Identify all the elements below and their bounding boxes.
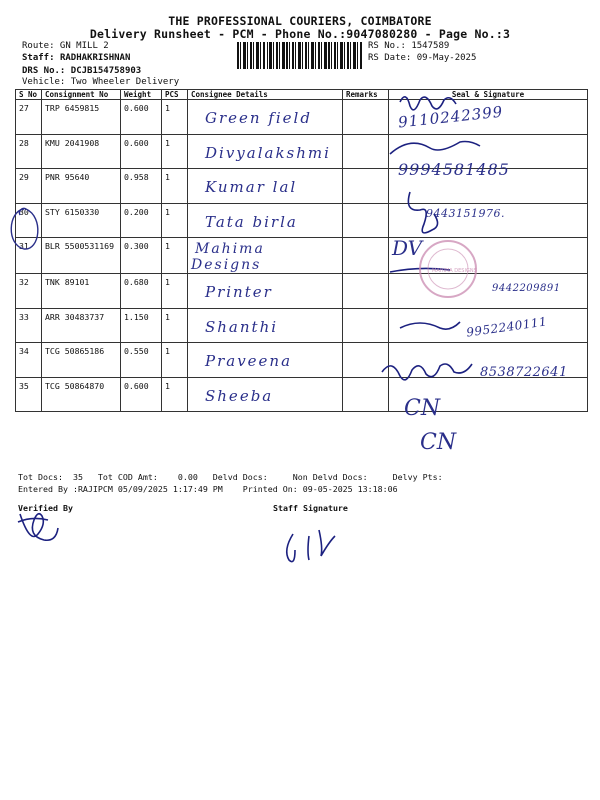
row-sno: 31 <box>16 238 42 274</box>
row-consignment: TRP 6459815 <box>42 100 121 135</box>
signature-32 <box>400 322 460 329</box>
row-weight: 0.600 <box>121 134 162 169</box>
consignee-handwriting: Printer <box>205 283 273 302</box>
col-sno: S No <box>16 90 42 100</box>
signature-27 <box>400 97 456 110</box>
row-sno: 32 <box>16 274 42 309</box>
consignee-handwriting: Praveena <box>205 352 293 371</box>
verified-by-label: Verified By <box>18 503 73 513</box>
seal-note-35: CN <box>420 430 457 455</box>
row-consignment: KMU 2041908 <box>42 134 121 169</box>
row-pcs: 1 <box>162 274 188 309</box>
col-pcs: PCS <box>162 90 188 100</box>
row-pcs: 1 <box>162 100 188 135</box>
seal-signatures <box>380 92 595 472</box>
consignee-handwriting: Divyalakshmi <box>205 143 331 162</box>
row-weight: 0.600 <box>121 100 162 135</box>
verified-signature <box>14 508 60 550</box>
row-weight: 0.600 <box>121 377 162 412</box>
row-sno: 33 <box>16 308 42 343</box>
col-consignment: Consignment No <box>42 90 121 100</box>
consignee-handwriting: Green field <box>205 109 312 128</box>
row-pcs: 1 <box>162 203 188 238</box>
row-consignee <box>188 134 343 169</box>
row-consignee <box>188 308 343 343</box>
row-consignment: TCG 50864870 <box>42 377 121 412</box>
staff-signature-label: Staff Signature <box>273 503 348 513</box>
seal-note-34: CN <box>404 396 441 421</box>
route: Route: GN MILL 2 <box>22 41 109 51</box>
row-consignee <box>188 377 343 412</box>
barcode <box>237 42 363 69</box>
row-consignee <box>188 343 343 378</box>
seal-note-30: DV <box>392 236 423 260</box>
row-consignment: STY 6150330 <box>42 203 121 238</box>
row-pcs: 1 <box>162 238 188 274</box>
consignee-handwriting: Shanthi <box>205 317 279 336</box>
row-weight: 0.200 <box>121 203 162 238</box>
row-consignment: PNR 95640 <box>42 169 121 204</box>
row-weight: 0.680 <box>121 274 162 309</box>
row-weight: 0.550 <box>121 343 162 378</box>
staff <box>22 53 130 63</box>
row-highlight-circle <box>4 205 46 253</box>
signature-29 <box>408 192 437 233</box>
row-consignee <box>188 203 343 238</box>
company-title: THE PROFESSIONAL COURIERS, COIMBATORE <box>168 14 432 28</box>
consignee-handwriting: Kumar lal <box>205 178 298 197</box>
rs-number: RS No.: 1547589 <box>368 41 450 51</box>
seal-note-32: 9952240111 <box>465 314 548 340</box>
seal-note-28: 9994581485 <box>398 160 510 179</box>
drs-number <box>22 66 141 76</box>
row-consignee <box>188 169 343 204</box>
seal-note-29: 9443151976. <box>426 207 505 220</box>
row-sno: 28 <box>16 134 42 169</box>
col-consignee: Consignee Details <box>188 90 343 100</box>
consignee-handwriting: Mahima Designs <box>191 241 265 273</box>
row-sno: 35 <box>16 377 42 412</box>
row-weight: 0.300 <box>121 238 162 274</box>
staff-name: RADHAKRISHNAN <box>59 53 131 63</box>
row-consignment: TCG 50865186 <box>42 343 121 378</box>
row-sno: 30 <box>16 203 42 238</box>
row-pcs: 1 <box>162 169 188 204</box>
drs-label: DRS No.: <box>22 66 66 76</box>
row-sno: 29 <box>16 169 42 204</box>
consignee-handwriting: Tata birla <box>205 212 298 231</box>
seal-note-27: 9110242399 <box>397 102 505 132</box>
seal-note-33: 8538722641 <box>480 365 568 380</box>
entered-by-line: Entered By :RAJIPCM 05/09/2025 1:17:49 PM Printed On: 09-05-2025 13:18:06 <box>18 484 398 494</box>
row-consignee <box>188 238 343 274</box>
drs-value: DCJB154758903 <box>70 66 142 76</box>
consignee-handwriting: Sheeba <box>205 386 274 405</box>
staff-label: Staff: <box>22 53 55 63</box>
col-remarks: Remarks <box>343 90 389 100</box>
row-weight: 0.958 <box>121 169 162 204</box>
row-pcs: 1 <box>162 308 188 343</box>
row-pcs: 1 <box>162 343 188 378</box>
row-consignment: ARR 30483737 <box>42 308 121 343</box>
row-consignee <box>188 100 343 135</box>
row-sno: 34 <box>16 343 42 378</box>
vehicle: Vehicle: Two Wheeler Delivery <box>22 77 180 87</box>
runsheet-subtitle: Delivery Runsheet - PCM - Phone No.:9047080280 - Page No.:3 <box>89 27 511 41</box>
row-consignment: BLR 5500531169 <box>42 238 121 274</box>
col-seal-signature: Seal & Signature <box>389 90 588 100</box>
signature-33 <box>382 364 472 380</box>
row-pcs: 1 <box>162 377 188 412</box>
row-consignee <box>188 274 343 309</box>
stamp-text: MAHIMA DESIGNS <box>432 268 477 274</box>
seal-note-31: 9442209891 <box>492 283 561 294</box>
staff-signature <box>275 520 355 565</box>
rs-date: RS Date: 09-May-2025 <box>368 53 477 63</box>
row-sno: 27 <box>16 100 42 135</box>
col-weight: Weight <box>121 90 162 100</box>
row-consignment: TNK 89101 <box>42 274 121 309</box>
signature-28 <box>390 142 480 155</box>
row-weight: 1.150 <box>121 308 162 343</box>
row-pcs: 1 <box>162 134 188 169</box>
totals-line: Tot Docs: 35 Tot COD Amt: 0.00 Delvd Docs: Non Delvd Docs: Delvy Pts: <box>18 472 443 482</box>
